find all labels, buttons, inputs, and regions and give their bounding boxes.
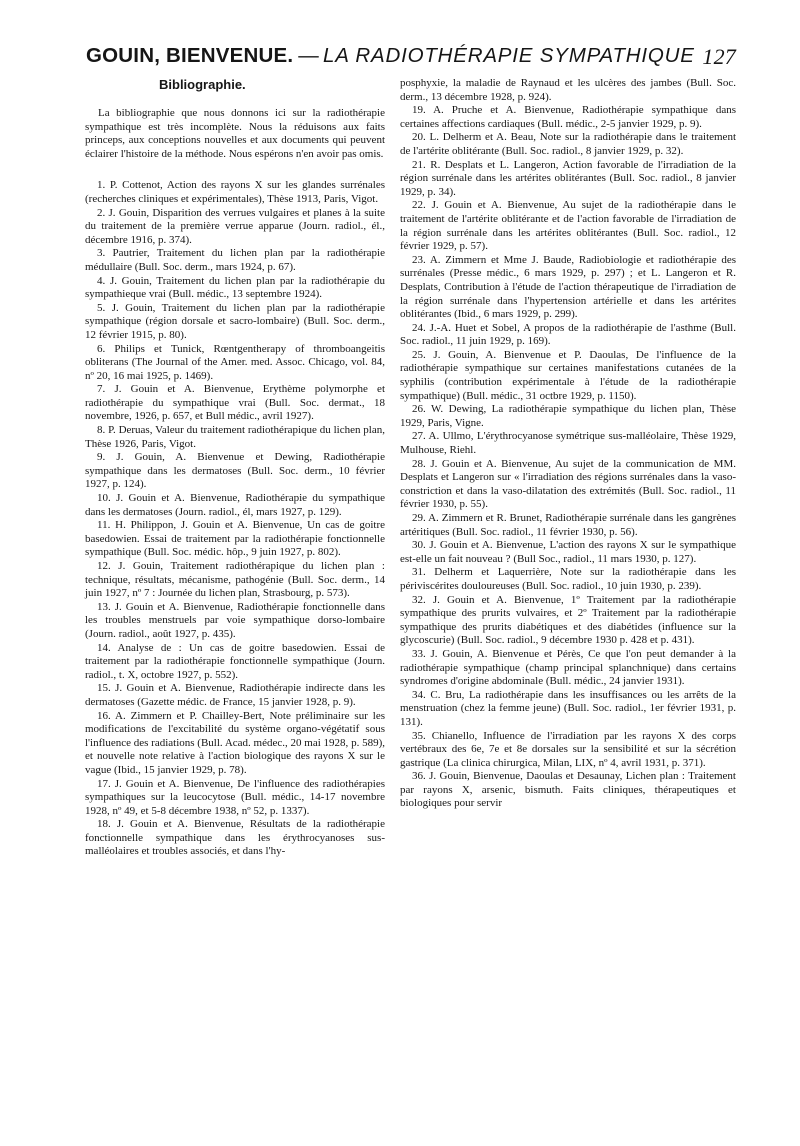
reference-1: 1. P. Cottenot, Action des rayons X sur les glandes surrénales (recherches cliniques et expérimentales), Thèse 1913, Paris, Vigot. (85, 179, 385, 205)
reference-8: 8. P. Deruas, Valeur du traitement radiothérapique du lichen plan, Thèse 1926, Paris, Vigot. (85, 424, 385, 450)
reference-31: 31. Delherm et Laquerrière, Note sur la radiothérapie dans les périviscérites douloureuses (Bull. Soc. radiol., 10 juin 1930, p. 239). (400, 566, 736, 592)
bibliography-heading: Bibliographie. (159, 77, 246, 92)
reference-5: 5. J. Gouin, Traitement du lichen plan par la radiothérapie sympathique (région dorsale et sacro-lombaire) (Bull. Soc. derm., 12 février 1915, p. 80). (85, 301, 385, 341)
reference-29: 29. A. Zimmern et R. Brunet, Radiothérapie surrénale dans les gangrènes artéritiques (Bull. Soc. radiol., 11 février 1930, p. 56). (400, 512, 736, 538)
reference-34: 34. C. Bru, La radiothérapie dans les insuffisances ou les arrêts de la menstruation (chez la femme jeune) (Bull. Soc. radiol., 1er février 1931, p. 131). (400, 688, 736, 728)
reference-20: 20. L. Delherm et A. Beau, Note sur la radiothérapie dans le traitement de l'artérite oblitérante (Bull. Soc. radiol., 8 janvier 1929, p. 32). (400, 131, 736, 157)
reference-list-left (85, 179, 385, 859)
reference-25: 25. J. Gouin, A. Bienvenue et P. Daoulas, De l'influence de la radiothérapie sympathique sur certaines manifestations cutanées de la syphilis (contribution expérimentale à l'étude de la radiothérapie sympathique) (Bull. médic., 31 octbre 1929, p. 1150). (400, 348, 736, 402)
reference-23: 23. A. Zimmern et Mme J. Baude, Radiobiologie et radiothérapie des surrénales (Presse médic., 6 mars 1929, p. 297) ; et L. Langeron et R. Desplats, Contribution à l'étude de l'action thérapeutique de l'irradiation de la région surrénale dans l'hypertension artérielle et dans les artérites oblitérantes (Ibid., 6 mars 1929, p. 299). (400, 253, 736, 321)
reference-30: 30. J. Gouin et A. Bienvenue, L'action des rayons X sur le sympathique est-elle un fait nouveau ? (Bull Soc., radiol., 11 mars 1930, p. 127). (400, 539, 736, 565)
header-authors: GOUIN, BIENVENUE. (86, 44, 294, 67)
reference-9: 9. J. Gouin, A. Bienvenue et Dewing, Radiothérapie sympathique dans les dermatoses (Bull. Soc. derm., 10 février 1927, p. 124). (85, 451, 385, 491)
reference-16: 16. A. Zimmern et P. Chailley-Bert, Note préliminaire sur les modifications de l'excitabilité du système organo-végétatif sous l'influence des radiations (Bull. Acad. médec., 20 mai 1928, p. 589), et nouvelle note relative à l'action biologique des rayons X sur le vague (Ibid., 15 janvier 1929, p. 78). (85, 709, 385, 776)
reference-36: 36. J. Gouin, Bienvenue, Daoulas et Desaunay, Lichen plan : Traitement par rayons X, arsenic, bismuth. Faits cliniques, thérapeutiques et biologiques pour servir (400, 770, 736, 810)
reference-17: 17. J. Gouin et A. Bienvenue, De l'influence des radiothérapies sympathiques sur la leucocytose (Bull. médic., 14-17 novembre 1928, nº 49, et 5-8 décembre 1938, nº 52, p. 1337). (85, 777, 385, 817)
reference-33: 33. J. Gouin, A. Bienvenue et Pérès, Ce que l'on peut demander à la radiothérapie sympathique (champ principal splanchnique) dans certains syndromes d'origine abdominale (Bull. médic., 24 janvier 1931). (400, 647, 736, 688)
reference-22: 22. J. Gouin et A. Bienvenue, Au sujet de la radiothérapie dans le traitement de l'artérite oblitérante et de l'action favorable de l'irradiation de la région surrénale dans les artérites oblitérantes (Bull. Soc. radiol., 12 février 1929, p. 57). (400, 199, 736, 253)
reference-11: 11. H. Philippon, J. Gouin et A. Bienvenue, Un cas de goitre basedowien. Essai de traitement par la radiothérapie fonctionnelle sympathique (Bull. Soc. médic. hôp., 9 juin 1927, p. 802). (85, 519, 385, 559)
reference-35: 35. Chianello, Influence de l'irradiation par les rayons X des corps vertébraux des 6e, 7e et 8e dorsales sur la sensibilité et sur la sécrétion gastrique (La clinica chirurgica, Milan, LIX, nº 4, avril 1931, p. 371). (400, 729, 736, 769)
right-column (400, 77, 736, 811)
running-header (86, 44, 736, 74)
bibliography-intro: La bibliographie que nous donnons ici sur la radiothérapie sympathique est très incomplète. Nous la réduisons aux faits princeps, aux conceptions nouvelles et aux documents qui peuvent éclairer l'histoire de la méthode. Nous espérons n'en avoir pas omis. (85, 107, 385, 160)
left-column (85, 77, 385, 859)
reference-7: 7. J. Gouin et A. Bienvenue, Erythème polymorphe et radiothérapie du sympathique vrai (Bull. Soc. dermat., 18 novembre, 1926, p. 657, et Bull médic., avril 1927). (85, 383, 385, 423)
reference-2: 2. J. Gouin, Disparition des verrues vulgaires et planes à la suite du traitement de la première verrue apparue (Journ. radiol., él., décembre 1916, p. 374). (85, 206, 385, 246)
reference-26: 26. W. Dewing, La radiothérapie sympathique du lichen plan, Thèse 1929, Paris, Vigne. (400, 403, 736, 429)
reference-21: 21. R. Desplats et L. Langeron, Action favorable de l'irradiation de la région surrénale dans les artérites oblitérantes (Bull. Soc. radiol., 8 janvier 1929, p. 34). (400, 158, 736, 198)
reference-6: 6. Philips et Tunick, Rœntgentherapy of thromboangeitis obliterans (The Journal of the Amer. med. Assoc. Chicago, vol. 84, nº 20, 16 mai 1925, p. 1469). (85, 342, 385, 382)
header-title: LA RADIOTHÉRAPIE SYMPATHIQUE (323, 44, 695, 67)
header-dash: — (298, 44, 319, 67)
reference-15: 15. J. Gouin et A. Bienvenue, Radiothérapie indirecte dans les dermatoses (Gazette médic. de France, 15 janvier 1928, p. 9). (85, 682, 385, 708)
page-number: 127 (702, 44, 736, 69)
reference-27: 27. A. Ullmo, L'érythrocyanose symétrique sus-malléolaire, Thèse 1929, Mulhouse, Riehl. (400, 430, 736, 457)
reference-28: 28. J. Gouin et A. Bienvenue, Au sujet de la communication de MM. Desplats et Langeron sur « l'irradiation des régions surrénales dans la vaso-constriction et dans la vaso-dilatation des extrémités (Bull. Soc. radiol., 11 février 1930, p. 55). (400, 457, 736, 511)
reference-18-continuation: posphyxie, la maladie de Raynaud et les ulcères des jambes (Bull. Soc. derm., 13 décembre 1928, p. 924). (400, 77, 736, 103)
reference-13: 13. J. Gouin et A. Bienvenue, Radiothérapie fonctionnelle dans les troubles menstruels par voie sympathique dorso-lombaire (Journ. radiol., août 1927, p. 435). (85, 600, 385, 640)
reference-list-right (400, 104, 736, 811)
reference-10: 10. J. Gouin et A. Bienvenue, Radiothérapie du sympathique dans les dermatoses (Journ. radiol., él, mars 1927, p. 129). (85, 492, 385, 518)
reference-14: 14. Analyse de : Un cas de goitre basedowien. Essai de traitement par la radiothérapie fonctionnelle sympathique (Journ. radiol., t. X, octobre 1927, p. 552). (85, 641, 385, 681)
reference-19: 19. A. Pruche et A. Bienvenue, Radiothérapie sympathique dans certaines affections cardiaques (Bull. médic., 2-5 janvier 1929, p. 9). (400, 104, 736, 130)
reference-18: 18. J. Gouin et A. Bienvenue, Résultats de la radiothérapie fonctionnelle sympathique dans les érythrocyanoses sus-malléolaires et troubles associés, et dans l'hy- (85, 818, 385, 858)
reference-3: 3. Pautrier, Traitement du lichen plan par la radiothérapie médullaire (Bull. Soc. derm., mars 1924, p. 67). (85, 247, 385, 273)
reference-4: 4. J. Gouin, Traitement du lichen plan par la radiothérapie du sympathieque vrai (Bull. médic., 13 septembre 1924). (85, 274, 385, 301)
reference-12: 12. J. Gouin, Traitement radiothérapique du lichen plan : technique, résultats, mécanisme, pathogénie (Bull. Soc. derm., 14 juin 1927, nº 7 : Journée du lichen plan, Strasbourg, p. 573). (85, 560, 385, 600)
reference-32: 32. J. Gouin et A. Bienvenue, 1º Traitement par la radiothérapie sympathique des prurits vulvaires, et 2º Traitement par la radiothérapie sympathique des prurits diabétiques et des diabétides (influence sur la glycoscurie) (Bull. Soc. radiol., 9 décembre 1930 p. 428 et p. 431). (400, 593, 736, 647)
reference-24: 24. J.-A. Huet et Sobel, A propos de la radiothérapie de l'asthme (Bull. Soc. radiol., 11 juin 1929, p. 169). (400, 321, 736, 348)
